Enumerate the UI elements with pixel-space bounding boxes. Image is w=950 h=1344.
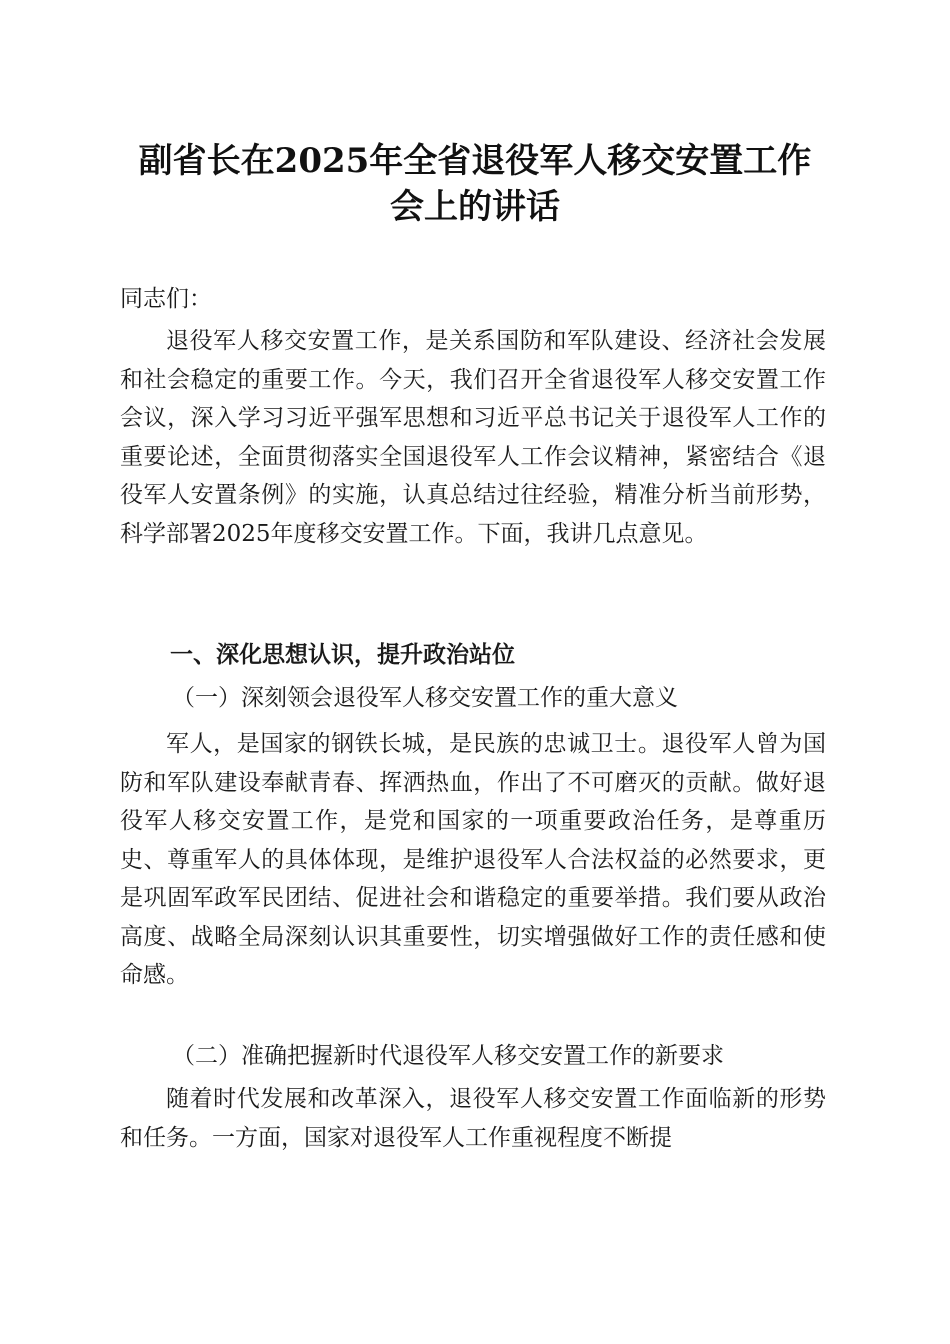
salutation: 同志们： bbox=[120, 286, 212, 312]
paragraph-significance: 军人，是国家的钢铁长城，是民族的忠诚卫士。退役军人曾为国防和军队建设奉献青春、挥洒热血，作出了不可磨灭的贡献。做好退役军人移交安置工作，是党和国家的一项重要政治任务，是尊重历史、尊重军人的具体体现，是维护退役军人合法权益的必然要求，更是巩固军政军民团结、促进社会和谐稳定的重要举措。我们要从政治高度、战略全局深刻认识其重要性，切实增强做好工作的责任感和使命感。 bbox=[120, 731, 826, 988]
document-title-line-1: 副省长在2025年全省退役军人移交安置工作 bbox=[138, 141, 812, 181]
subsection-heading-2: （二）准确把握新时代退役军人移交安置工作的新要求 bbox=[172, 1043, 724, 1069]
document-title-line-2: 会上的讲话 bbox=[390, 187, 560, 227]
paragraph-new-requirements: 随着时代发展和改革深入，退役军人移交安置工作面临新的形势和任务。一方面，国家对退役军人工作重视程度不断提 bbox=[120, 1086, 826, 1151]
subsection-heading-1: （一）深刻领会退役军人移交安置工作的重大意义 bbox=[172, 685, 678, 711]
paragraph-intro: 退役军人移交安置工作，是关系国防和军队建设、经济社会发展和社会稳定的重要工作。今天，我们召开全省退役军人移交安置工作会议，深入学习习近平强军思想和习近平总书记关于退役军人工作的重要论述，全面贯彻落实全国退役军人工作会议精神，紧密结合《退役军人安置条例》的实施，认真总结过往经验，精准分析当前形势，科学部署2025年度移交安置工作。下面，我讲几点意见。 bbox=[120, 328, 826, 547]
section-heading-1: 一、深化思想认识，提升政治站位 bbox=[170, 642, 515, 668]
